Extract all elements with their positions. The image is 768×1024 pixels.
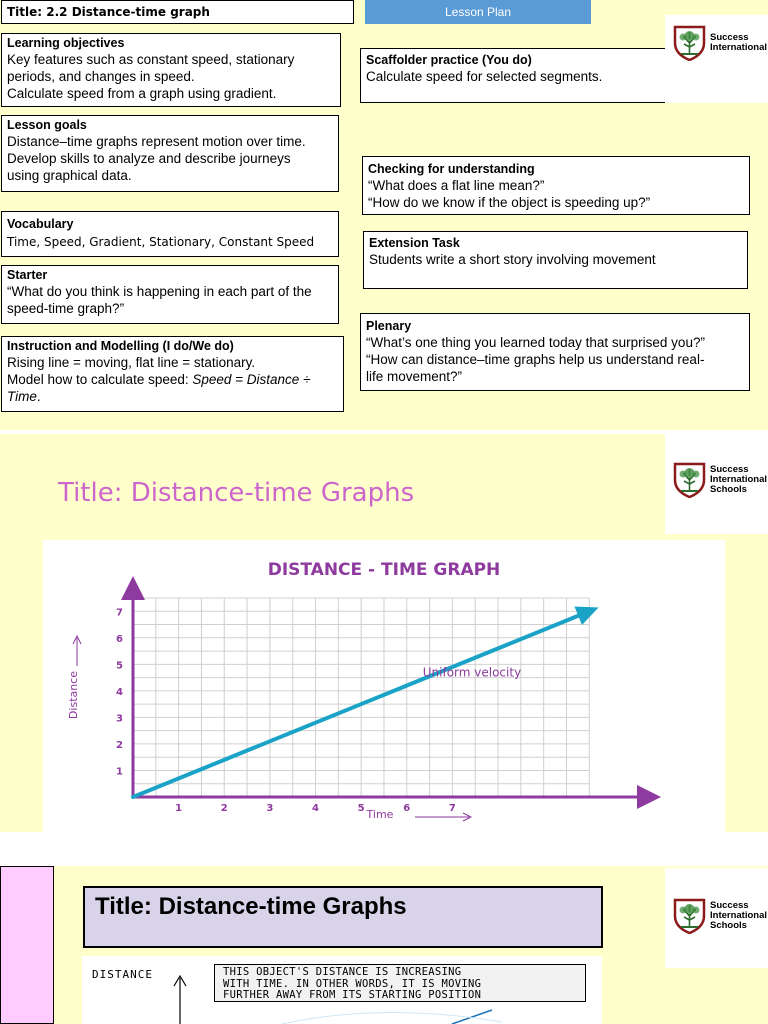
y-tick-label: 4	[116, 686, 123, 698]
logo-panel	[665, 868, 768, 968]
lesson-plan-banner: Lesson Plan	[365, 0, 591, 24]
vocabulary-heading: Vocabulary	[7, 217, 74, 231]
x-axis-label: Time	[366, 808, 394, 821]
school-name-line: Schools	[710, 920, 747, 931]
learning-objectives-line: periods, and changes in speed.	[7, 69, 195, 84]
school-name-line: Success	[710, 464, 749, 475]
explanation-callout	[214, 964, 586, 1002]
school-logo	[673, 25, 767, 61]
lesson-goals-line: using graphical data.	[7, 168, 132, 183]
side-bar	[0, 866, 54, 1024]
lesson-goals-line: Distance–time graphs represent motion over time.	[7, 134, 306, 149]
school-name	[710, 33, 767, 53]
y-axis-label: Distance	[67, 670, 80, 720]
chart-slide	[0, 434, 768, 832]
checking-box	[362, 156, 750, 215]
x-tick-label: 7	[448, 803, 456, 814]
shield-icon	[673, 25, 706, 61]
learning-objectives-line: Calculate speed from a graph using gradient.	[7, 86, 277, 101]
checking-line: “How do we know if the object is speeding up?”	[368, 195, 651, 210]
plenary-heading: Plenary	[366, 319, 412, 333]
plenary-box	[360, 313, 750, 391]
lesson-goals-line: Develop skills to analyze and describe journeys	[7, 151, 291, 166]
learning-objectives-heading: Learning objectives	[7, 36, 125, 50]
school-name-line: Success	[710, 900, 749, 911]
x-tick-label: 2	[220, 803, 228, 814]
checking-heading: Checking for understanding	[368, 162, 535, 176]
shield-icon	[673, 898, 706, 934]
callout-line: THIS OBJECT'S DISTANCE IS INCREASING	[223, 966, 462, 978]
instruction-line	[7, 388, 338, 405]
instruction-text: Model how to calculate speed:	[7, 372, 193, 387]
callout-line: FURTHER AWAY FROM ITS STARTING POSITION	[223, 989, 482, 1001]
school-name-line: Schools	[710, 484, 747, 495]
chart-panel	[43, 540, 725, 832]
x-tick-label: 5	[357, 803, 365, 814]
instruction-heading: Instruction and Modelling (I do/We do)	[7, 339, 234, 353]
learning-objectives-box	[1, 33, 341, 107]
distance-time-chart	[43, 540, 725, 832]
school-name-line: International	[710, 910, 768, 921]
y-tick-label: 5	[116, 660, 123, 672]
explanation-slide	[0, 866, 768, 1024]
speed-formula-end: Time	[7, 389, 37, 404]
plenary-line: “How can distance–time graphs help us understand real-	[366, 352, 705, 367]
x-tick-label: 4	[312, 803, 320, 814]
extension-text: Students write a short story involving movement	[369, 252, 656, 267]
learning-objectives-line: Key features such as constant speed, stationary	[7, 52, 295, 67]
starter-box	[1, 265, 339, 324]
vocabulary-text: Time, Speed, Gradient, Stationary, Constant Speed	[7, 235, 315, 249]
school-logo	[673, 898, 767, 934]
slide-title: Title: Distance-time Graphs	[58, 478, 415, 508]
x-tick-label: 3	[266, 803, 274, 814]
logo-panel	[665, 434, 768, 534]
starter-heading: Starter	[7, 268, 48, 282]
extension-heading: Extension Task	[369, 236, 460, 250]
shield-icon	[673, 462, 706, 498]
instruction-line	[7, 371, 338, 388]
distance-axis-label: DISTANCE	[92, 968, 153, 981]
y-tick-label: 7	[116, 607, 123, 619]
y-tick-label: 3	[116, 713, 123, 725]
distance-diagram	[82, 956, 602, 1024]
chart-annotation: Uniform velocity	[422, 665, 522, 680]
plenary-line: “What’s one thing you learned today that surprised you?”	[366, 335, 705, 350]
lesson-plan-slide	[0, 0, 768, 430]
instruction-period: .	[36, 389, 41, 404]
y-tick-label: 6	[116, 633, 123, 645]
logo-panel	[665, 15, 768, 103]
starter-line: speed-time graph?”	[7, 301, 125, 316]
x-tick-label: 1	[175, 803, 183, 814]
scaffolder-heading: Scaffolder practice (You do)	[366, 53, 532, 67]
instruction-line: Rising line = moving, flat line = stationary.	[7, 355, 256, 370]
y-tick-label: 2	[116, 739, 123, 751]
vocabulary-box	[1, 211, 339, 257]
x-tick-label: 6	[403, 803, 411, 814]
lesson-goals-heading: Lesson goals	[7, 118, 87, 132]
slide-title: Title: Distance-time Graphs	[83, 886, 603, 948]
scaffolder-text: Calculate speed for selected segments.	[366, 69, 603, 84]
instruction-box	[1, 336, 344, 412]
y-tick-label: 1	[116, 766, 123, 778]
speed-formula: Speed = Distance ÷	[192, 372, 311, 387]
school-name-line: Success	[710, 32, 749, 43]
extension-box	[363, 231, 748, 289]
lesson-title: Title: 2.2 Distance-time graph	[7, 5, 210, 19]
callout-line: WITH TIME. IN OTHER WORDS, IT IS MOVING	[223, 977, 482, 990]
chart-title: DISTANCE - TIME GRAPH	[267, 560, 501, 580]
plenary-line: life movement?”	[366, 369, 463, 384]
school-name	[710, 901, 767, 931]
checking-line: “What does a flat line mean?”	[368, 178, 545, 193]
school-name-line: International	[710, 42, 768, 53]
school-name-line: International	[710, 474, 768, 485]
lesson-goals-box	[1, 115, 339, 192]
lesson-title-box	[1, 0, 354, 24]
school-name	[710, 465, 767, 495]
school-logo	[673, 462, 767, 498]
starter-line: “What do you think is happening in each part of the	[7, 284, 312, 299]
